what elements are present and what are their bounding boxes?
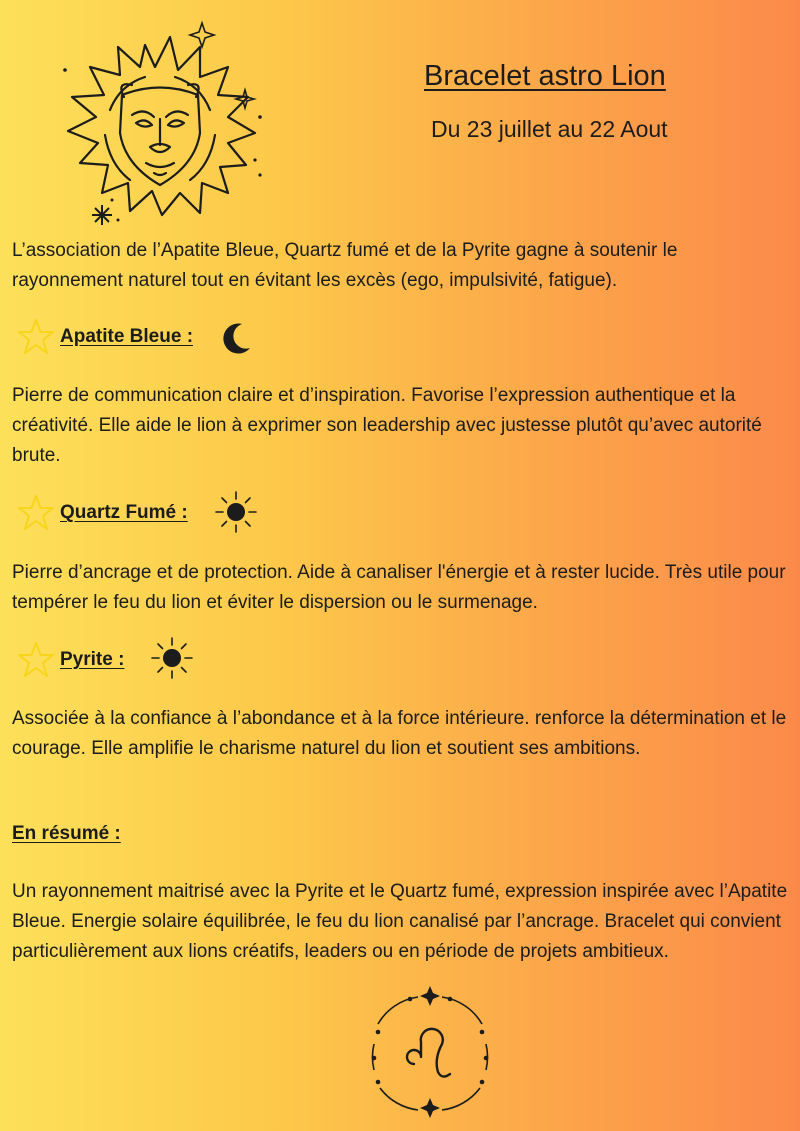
stone-heading-pyrite: Pyrite : [60, 649, 125, 670]
stone-description-pyrite: Associée à la confiance à l’abondance et à la force intérieure. renforce la détermination et le courage. Elle amplifie le charisme naturel du lion et soutient ses ambitions. [12, 708, 787, 759]
intro-paragraph: L’association de l’Apatite Bleue, Quartz fumé et de la Pyrite gagne à soutenir le rayonnement naturel tout en évitant les excès (ego, impulsivité, fatigue). [12, 240, 678, 291]
star-outline-icon [16, 494, 56, 532]
crescent-moon-icon [220, 322, 252, 356]
star-outline-icon [16, 318, 56, 356]
page-title: Bracelet astro Lion [424, 60, 666, 92]
leo-zodiac-icon [368, 984, 492, 1120]
page-subtitle: Du 23 juillet au 22 Aout [431, 116, 668, 142]
stone-heading-apatite: Apatite Bleue : [60, 326, 194, 347]
summary-paragraph: Un rayonnement maitrisé avec la Pyrite et le Quartz fumé, expression inspirée avec l’Apatite Bleue. Energie solaire équilibrée, le feu du lion canalisé par l’ancrage. Bracelet qui convient particulièrement aux lions créatifs, leaders ou en période de projets ambitieux. [12, 881, 788, 962]
stone-description-apatite: Pierre de communication claire et d’inspiration. Favorise l’expression authentique et la créativité. Elle aide le lion à exprimer son leadership avec justesse plutôt qu’avec autorité brute. [12, 385, 762, 466]
summary-heading: En résumé : [12, 823, 121, 844]
stone-description-quartz: Pierre d’ancrage et de protection. Aide à canaliser l'énergie et à rester lucide. Très utile pour tempérer le feu du lion et éviter le dispersion ou le surmenage. [12, 562, 786, 613]
star-outline-icon [16, 641, 56, 679]
lion-head-icon [50, 15, 270, 230]
sun-icon [150, 636, 194, 680]
sun-icon [214, 490, 258, 534]
stone-heading-quartz: Quartz Fumé : [60, 502, 188, 523]
